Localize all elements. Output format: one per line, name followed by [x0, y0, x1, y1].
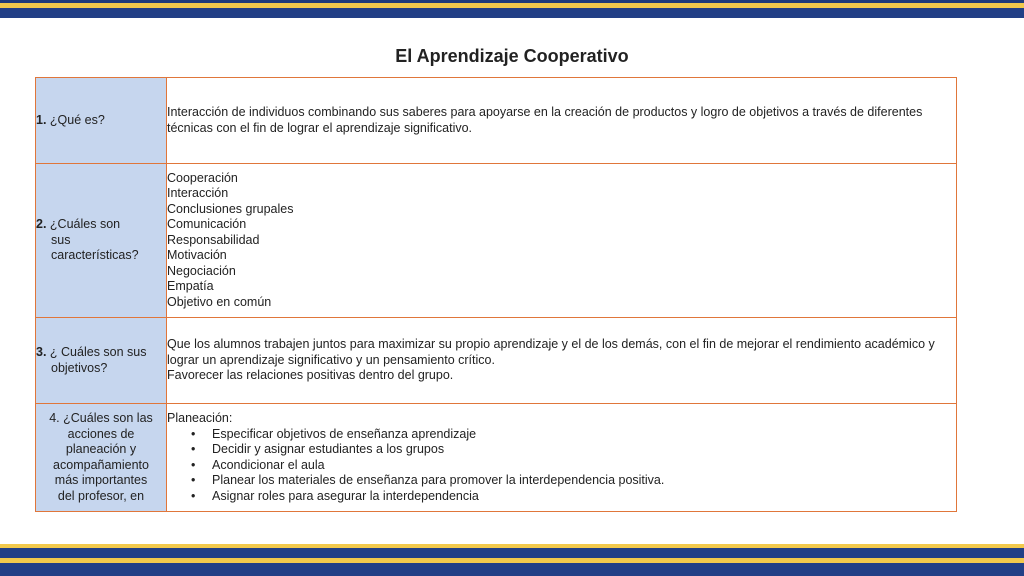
question-text: acciones de [67, 426, 135, 441]
bullet-icon: • [191, 457, 196, 472]
list-item-text: Planear los materiales de enseñanza para promover la interdependencia positiva. [212, 473, 665, 487]
list-item [191, 473, 956, 489]
list-item [191, 442, 956, 458]
list-item: Objetivo en común [167, 294, 272, 309]
question-text: características? [51, 248, 139, 263]
list-item: Interacción [167, 186, 229, 201]
question-cell-4 [36, 404, 167, 512]
table-row [36, 318, 957, 404]
bullet-list [167, 427, 956, 505]
bottom-band-navy [0, 548, 1024, 558]
answer-cell-1 [167, 78, 957, 164]
answer-text: Que los alumnos trabajen juntos para maximizar su propio aprendizaje y el de los demás, con el fin de mejorar el rendimiento académico y lograr un aprendizaje significativo y un pensamiento crítico. [167, 337, 935, 367]
answer-heading: Planeación: [167, 411, 233, 425]
list-item: Responsabilidad [167, 232, 260, 247]
question-text: objetivos? [51, 360, 108, 375]
bottom-band-navy-bottom [0, 563, 1024, 576]
list-item: Empatía [167, 279, 214, 294]
list-item-text: Decidir y asignar estudiantes a los grupos [212, 442, 445, 456]
list-item [191, 426, 956, 443]
list-item-text: Especificar objetivos de enseñanza aprendizaje [212, 426, 477, 441]
page-title: El Aprendizaje Cooperativo [395, 46, 629, 66]
question-text: del profesor, en [57, 488, 145, 503]
question-text: más importantes [54, 473, 148, 487]
question-number: 1. [36, 112, 47, 127]
answer-cell-2 [167, 164, 957, 318]
question-text: planeación y [65, 442, 137, 456]
list-item [191, 457, 956, 474]
bullet-icon: • [191, 442, 196, 456]
bullet-icon: • [191, 426, 196, 441]
answer-cell-3 [167, 318, 957, 404]
list-item [191, 488, 956, 505]
bullet-icon: • [191, 488, 196, 503]
table-row [36, 404, 957, 512]
question-text: ¿Qué es? [49, 112, 105, 127]
question-text: ¿Cuáles son las [63, 411, 153, 425]
top-band-navy [0, 8, 1024, 18]
question-text: acompañamiento [53, 457, 149, 472]
list-item: Conclusiones grupales [167, 201, 294, 216]
list-item-text: Acondicionar el aula [212, 457, 325, 472]
list-item: Motivación [167, 248, 227, 263]
list-item: Comunicación [167, 217, 247, 232]
list-item-text: Asignar roles para asegurar la interdependencia [212, 488, 479, 503]
answer-cell-4 [167, 404, 957, 512]
answer-text: Favorecer las relaciones positivas dentro del grupo. [167, 368, 454, 383]
question-cell-1 [36, 78, 167, 164]
list-item: Cooperación [167, 170, 238, 185]
question-text: ¿Cuáles son [49, 217, 121, 232]
question-number: 3. [36, 345, 47, 359]
answer-text: Interacción de individuos combinando sus saberes para apoyarse en la creación de productos y logro de objetivos a través de diferentes técnicas con el fin de lograr el aprendizaje significativo. [167, 105, 923, 135]
question-number: 2. [36, 217, 47, 232]
question-text: sus [51, 232, 71, 247]
question-cell-3 [36, 318, 167, 404]
bullet-icon: • [191, 473, 196, 487]
question-cell-2 [36, 164, 167, 318]
question-text: ¿ Cuáles son sus [49, 345, 147, 359]
question-number: 4. [49, 411, 60, 425]
content-table [35, 77, 957, 512]
list-item: Negociación [167, 263, 236, 278]
table-row [36, 78, 957, 164]
table-row [36, 164, 957, 318]
